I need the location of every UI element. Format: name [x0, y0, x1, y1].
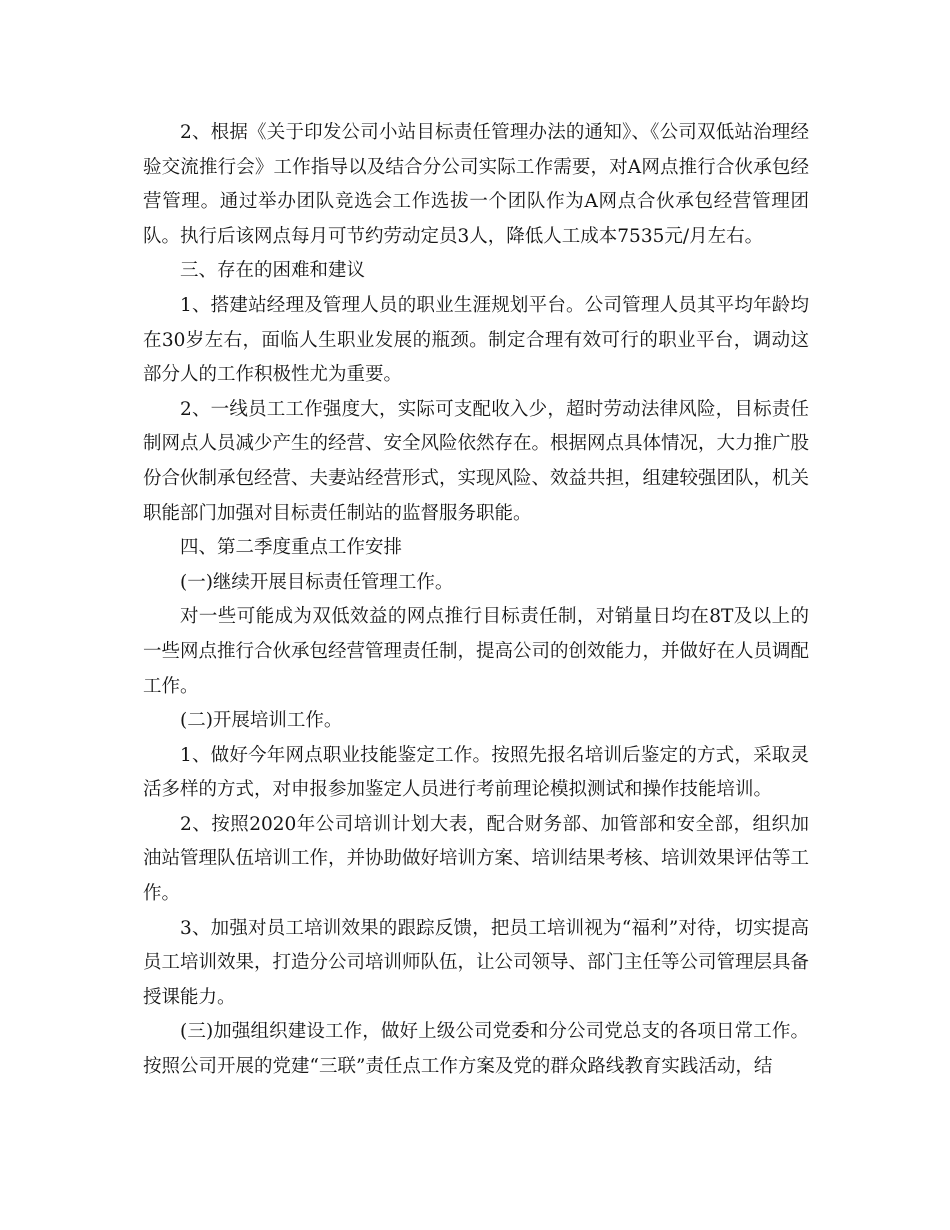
paragraph-training-plan: 2、按照2020年公司培训计划大表，配合财务部、加管部和安全部，组织加油站管理队伍培训工作，并协助做好培训方案、培训结果考核、培训效果评估等工作。 [143, 813, 810, 905]
paragraph-skill-appraisal: 1、做好今年网点职业技能鉴定工作。按照先报名培训后鉴定的方式，采取灵活多样的方式，对申报参加鉴定人员进行考前理论模拟测试和操作技能培训。 [143, 744, 809, 801]
paragraph-target-responsibility-plan: 对一些可能成为双低效益的网点推行目标责任制，对销量日均在8T及以上的一些网点推行合伙承包经营管理责任制，提高公司的创效能力，并做好在人员调配工作。 [143, 606, 810, 697]
document-body [143, 116, 809, 1085]
paragraph-organization-building: (三)加强组织建设工作，做好上级公司党委和分公司党总支的各项日常工作。按照公司开展的党建“三联”责任点工作方案及党的群众路线教育实践活动，结 [143, 1021, 809, 1078]
paragraph-training-feedback: 3、加强对员工培训效果的跟踪反馈，把员工培训视为“福利”对待，切实提高员工培训效果，打造分公司培训师队伍，让公司领导、部门主任等公司管理层具备授课能力。 [143, 917, 810, 1008]
heading-q2-key-work: 四、第二季度重点工作安排 [180, 537, 403, 559]
paragraph-target-responsibility-contracting: 2、根据《关于印发公司小站目标责任管理办法的通知》、《公司双低站治理经验交流推行会》工作指导以及结合分公司实际工作需要，对A网点推行合伙承包经营管理。通过举办团队竞选会工作选拔一个团队作为A网点合伙承包经营管理团队。执行后该网点每月可节约劳动定员3人，降低人工成本7535元/月左右。 [143, 122, 809, 247]
heading-difficulties-and-suggestions: 三、存在的困难和建议 [180, 260, 366, 282]
subheading-target-responsibility: (一)继续开展目标责任管理工作。 [180, 571, 454, 593]
paragraph-career-platform: 1、搭建站经理及管理人员的职业生涯规划平台。公司管理人员其平均年龄均在30岁左右，面临人生职业发展的瓶颈。制定合理有效可行的职业平台，调动这部分人的工作积极性尤为重要。 [143, 294, 809, 386]
subheading-training: (二)开展培训工作。 [180, 710, 343, 732]
paragraph-frontline-staff-risk: 2、一线员工工作强度大，实际可支配收入少，超时劳动法律风险，目标责任制网点人员减少产生的经营、安全风险依然存在。根据网点具体情况，大力推广股份合伙制承包经营、夫妻站经营形式，实现风险、效益共担，组建较强团队，机关职能部门加强对目标责任制站的监督服务职能。 [143, 398, 810, 524]
